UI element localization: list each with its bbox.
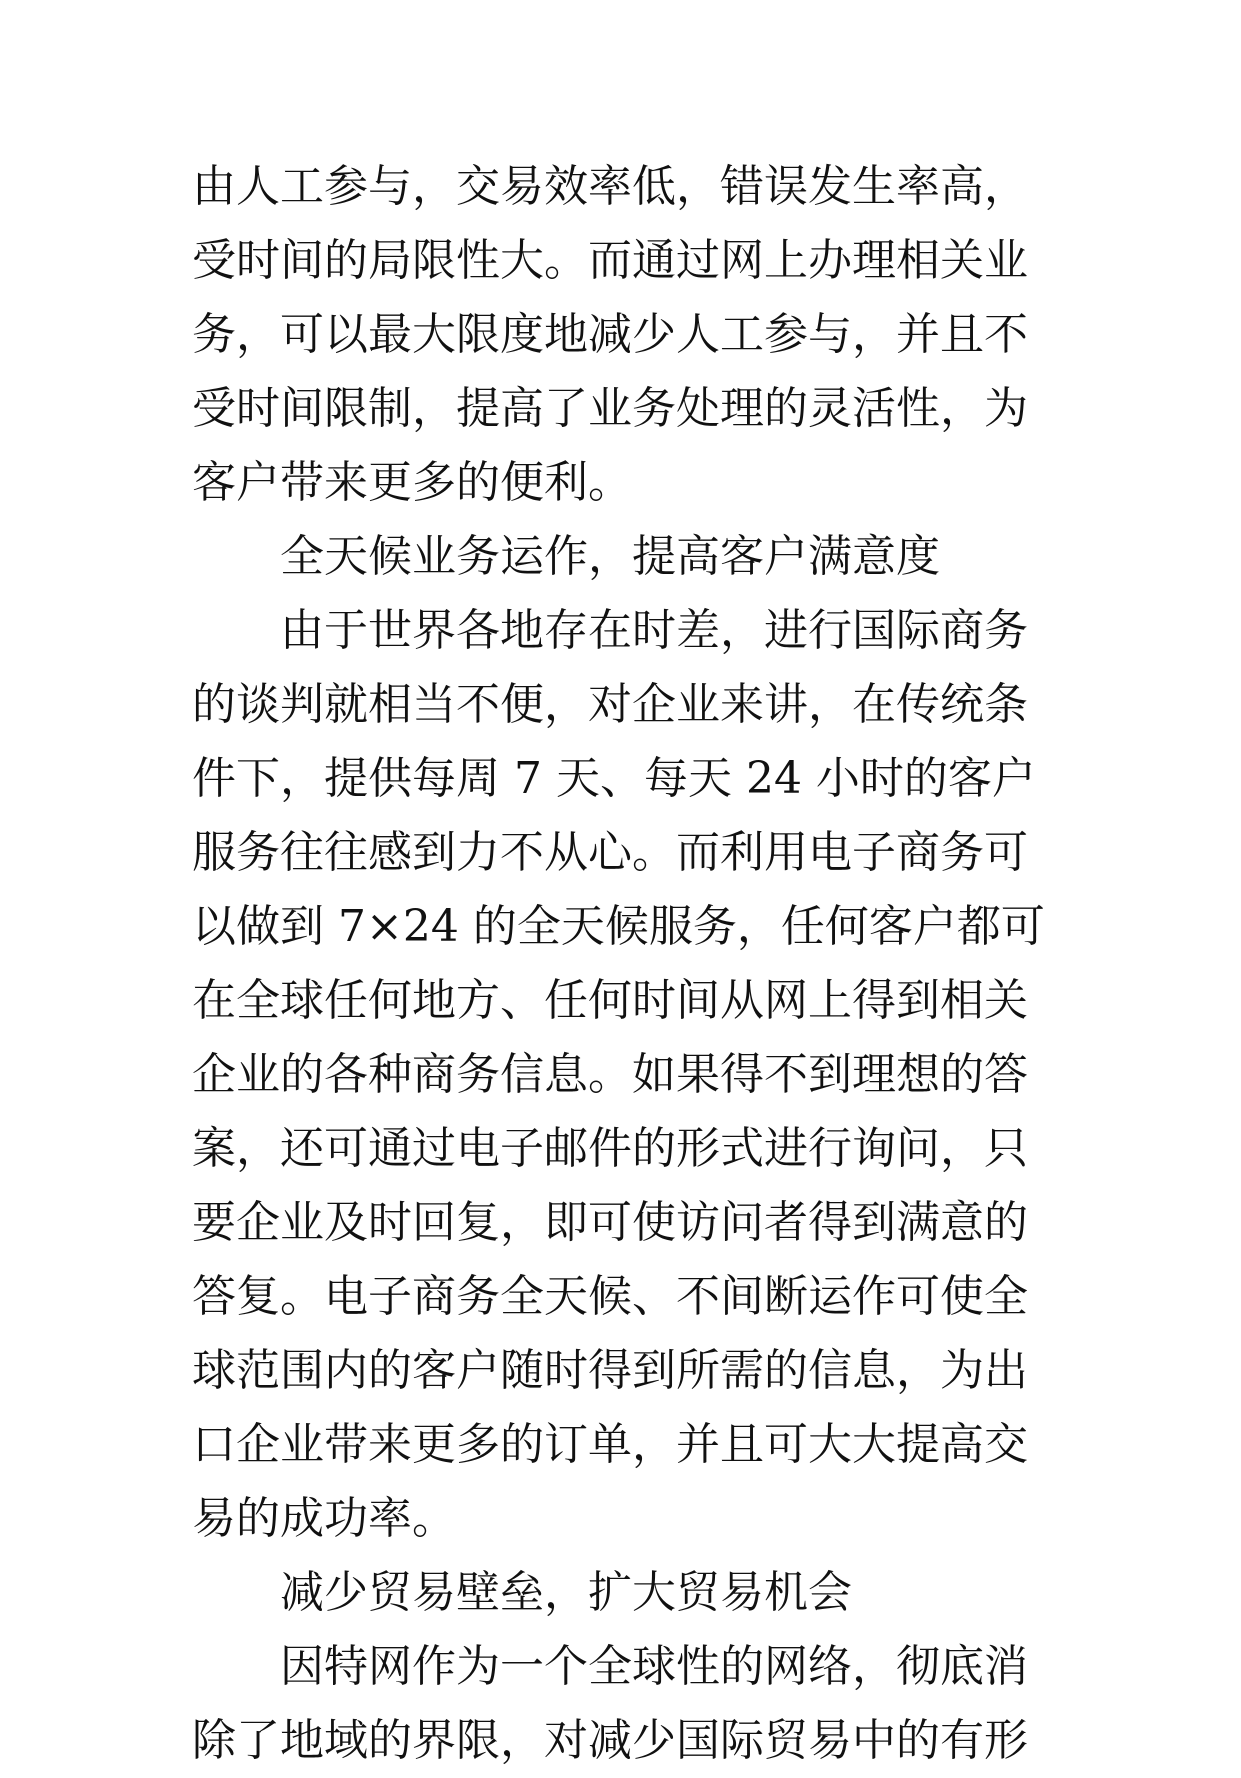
text-line: 答复。电子商务全天候、不间断运作可使全 (192, 1271, 1028, 1322)
section-heading: 减少贸易壁垒，扩大贸易机会 (280, 1567, 852, 1618)
text-line: 件下，提供每周 7 天、每天 24 小时的客户 (192, 753, 1036, 804)
text-line: 企业的各种商务信息。如果得不到理想的答 (192, 1049, 1028, 1100)
text-line: 球范围内的客户随时得到所需的信息，为出 (192, 1345, 1028, 1396)
text-line: 易的成功率。 (192, 1493, 456, 1544)
text-line: 受时间的局限性大。而通过网上办理相关业 (192, 235, 1028, 286)
text-line: 要企业及时回复，即可使访问者得到满意的 (192, 1197, 1028, 1248)
document-page (192, 150, 1062, 1778)
text-line: 受时间限制，提高了业务处理的灵活性，为 (192, 383, 1028, 434)
text-line: 以做到 7×24 的全天候服务，任何客户都可 (192, 901, 1045, 952)
text-line: 的谈判就相当不便，对企业来讲，在传统条 (192, 679, 1028, 730)
text-line: 客户带来更多的便利。 (192, 457, 632, 508)
text-line: 由于世界各地存在时差，进行国际商务 (280, 605, 1028, 656)
text-line: 在全球任何地方、任何时间从网上得到相关 (192, 975, 1028, 1026)
text-line: 由人工参与，交易效率低，错误发生率高， (192, 161, 1028, 212)
text-line: 因特网作为一个全球性的网络，彻底消 (280, 1641, 1028, 1692)
text-line: 除了地域的界限，对减少国际贸易中的有形 (192, 1715, 1028, 1766)
text-line: 服务往往感到力不从心。而利用电子商务可 (192, 827, 1028, 878)
text-line: 案，还可通过电子邮件的形式进行询问，只 (192, 1123, 1028, 1174)
section-heading: 全天候业务运作，提高客户满意度 (280, 531, 940, 582)
text-line: 口企业带来更多的订单，并且可大大提高交 (192, 1419, 1028, 1470)
text-line: 务，可以最大限度地减少人工参与，并且不 (192, 309, 1028, 360)
